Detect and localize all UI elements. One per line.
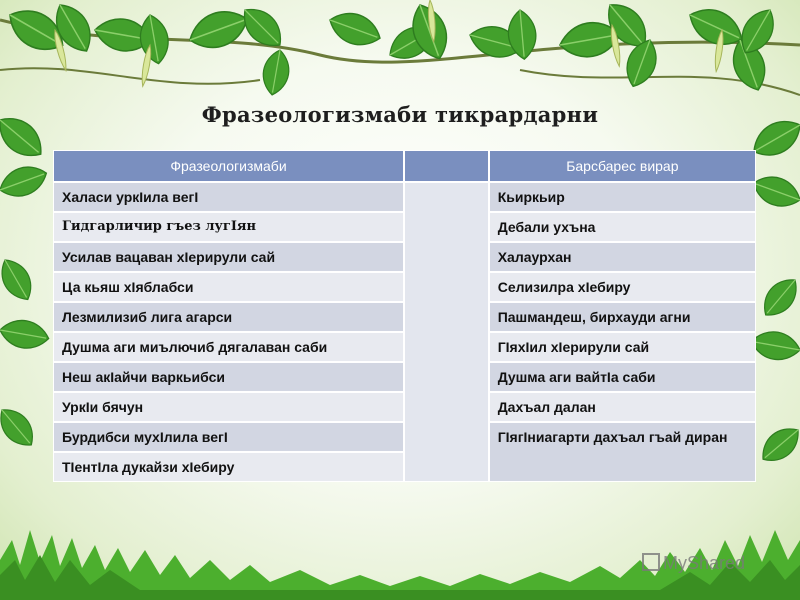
meaning-cell: ГIяхIил хIерирули сай (489, 332, 756, 362)
phrase-cell: Бурдибси мухIлила вегI (53, 422, 404, 452)
phrase-cell: Душма аги миълючиб дягалаван саби (53, 332, 404, 362)
header-phraseologisms: Фразеологизмаби (53, 150, 404, 182)
phrase-cell: Усилав вацаван хIерирули сай (53, 242, 404, 272)
phrase-cell: Неш акIайчи варкьибси (53, 362, 404, 392)
header-equivalents: Барсбарес вирар (489, 150, 756, 182)
meaning-cell: Кьиркьир (489, 182, 756, 212)
matching-blank-column (404, 182, 489, 482)
phrase-cell: Лезмилизиб лига агарси (53, 302, 404, 332)
watermark (642, 553, 745, 574)
phrase-cell: Ца кьяш хIяблабси (53, 272, 404, 302)
meaning-cell: Дахъал далан (489, 392, 756, 422)
phraseology-table (53, 150, 756, 482)
meaning-cell: ГIягIниагарти дахъал гъай диран (489, 422, 756, 482)
meaning-cell: Пашмандеш, бирхауди агни (489, 302, 756, 332)
watermark-logo-icon (642, 553, 660, 571)
watermark-text: MyShared (663, 553, 746, 573)
table-header-row (53, 150, 756, 182)
phrase-cell: УркIи бячун (53, 392, 404, 422)
table-row (53, 182, 756, 212)
phrase-cell: ТIентIла дукайзи хIебиру (53, 452, 404, 482)
meaning-cell: Халаурхан (489, 242, 756, 272)
phrase-cell: Халаси уркIила вегI (53, 182, 404, 212)
meaning-cell: Селизилра хIебиру (489, 272, 756, 302)
meaning-cell: Душма аги вайтIа саби (489, 362, 756, 392)
slide-title: Фразеологизмаби тикрардарни (201, 102, 599, 127)
phrase-cell: Гидгарличир гъез лугIян (53, 212, 404, 242)
meaning-cell: Дебали ухъна (489, 212, 756, 242)
header-middle-empty (404, 150, 489, 182)
